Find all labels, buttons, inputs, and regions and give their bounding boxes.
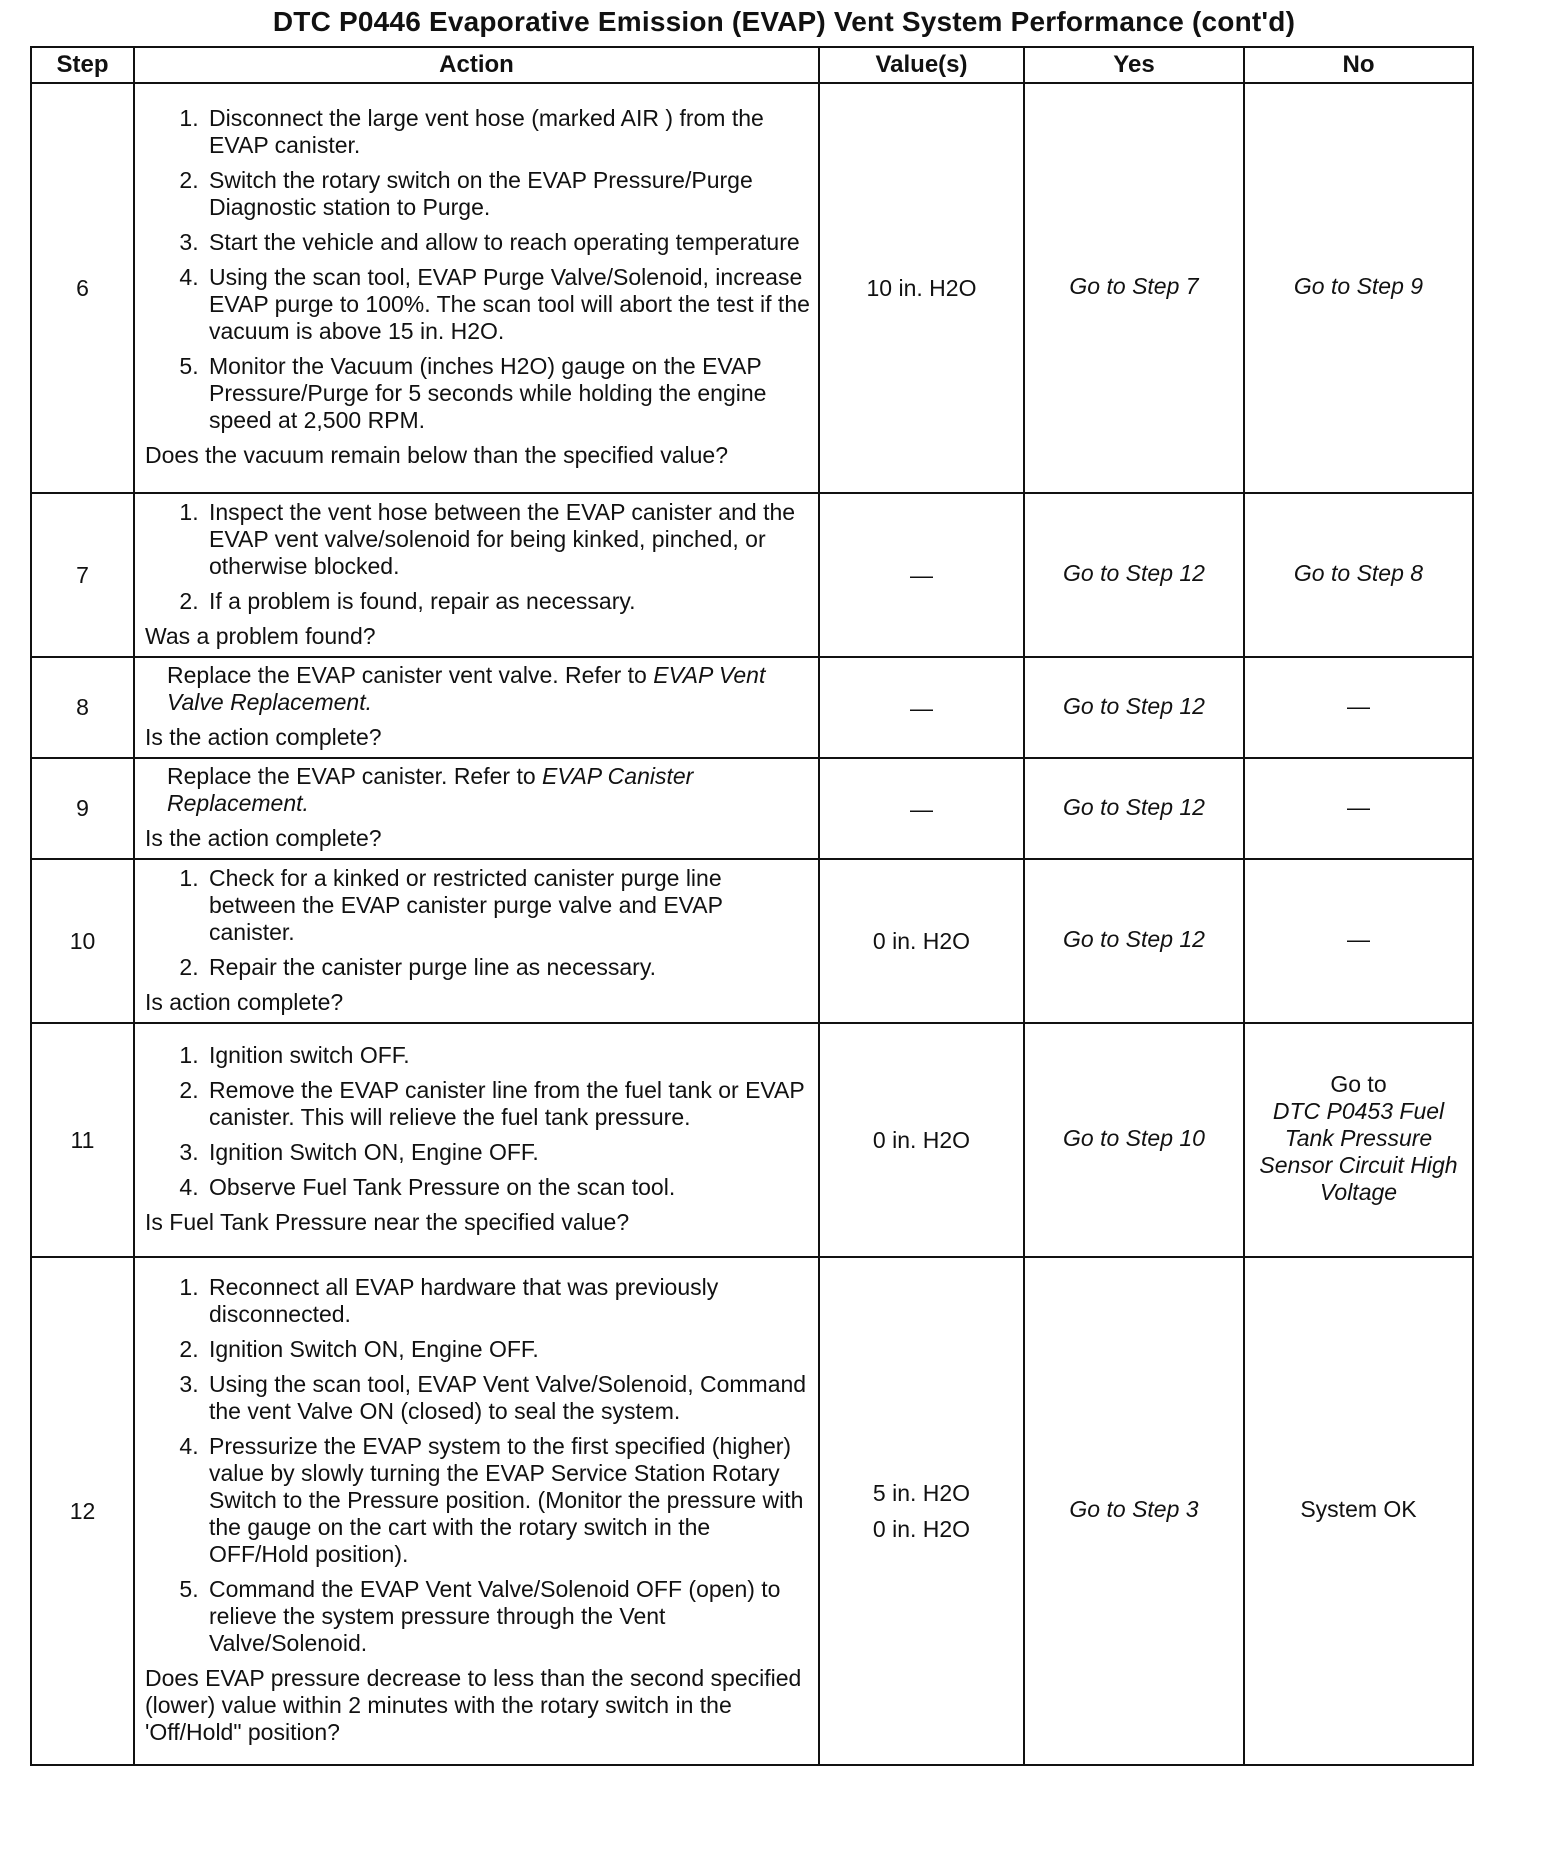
header-row xyxy=(31,47,1473,83)
no-cell: Go to Step 8 xyxy=(1244,493,1473,657)
yes-cell: Go to Step 7 xyxy=(1024,83,1244,493)
action-list xyxy=(145,499,810,615)
list-item: 2. If a problem is found, repair as necessary. xyxy=(205,588,810,615)
header-action: Action xyxy=(134,47,819,83)
list-item: 3. Start the vehicle and allow to reach operating temperature xyxy=(205,229,810,256)
no-cell: System OK xyxy=(1244,1257,1473,1765)
header-no: No xyxy=(1244,47,1473,83)
question-text: Is Fuel Tank Pressure near the specified value? xyxy=(145,1209,630,1235)
list-item: 4. Pressurize the EVAP system to the first specified (higher) value by slowly turning the EVAP Service Station Rotary Switch to the Pressure position. (Monitor the pressure with the gauge on the cart with the rotary switch in the OFF/Hold position). xyxy=(205,1433,810,1568)
instruction-lead: Replace the EVAP canister. Refer to xyxy=(167,763,536,789)
action-list xyxy=(145,1274,810,1657)
value-cell: 10 in. H2O xyxy=(819,83,1024,493)
step-number: 8 xyxy=(31,657,134,758)
page-title: DTC P0446 Evaporative Emission (EVAP) Vent System Performance (cont'd) xyxy=(272,6,1296,37)
value-second: 0 in. H2O xyxy=(872,1516,971,1542)
list-item: 1. Ignition switch OFF. xyxy=(205,1042,810,1069)
instruction-text xyxy=(145,662,810,716)
list-item: 2. Remove the EVAP canister line from the fuel tank or EVAP canister. This will relieve the fuel tank pressure. xyxy=(205,1077,810,1131)
value-cell xyxy=(819,1257,1024,1765)
header-value: Value(s) xyxy=(819,47,1024,83)
table-row xyxy=(31,1257,1473,1765)
step-number: 12 xyxy=(31,1257,134,1765)
question-text: Does the vacuum remain below than the specified value? xyxy=(145,442,729,468)
action-cell xyxy=(134,83,819,493)
value-cell: — xyxy=(819,758,1024,859)
reference-link: EVAP Vent Valve Replacement. xyxy=(167,662,766,715)
list-item: 1. Check for a kinked or restricted canister purge line between the EVAP canister purge valve and EVAP canister. xyxy=(205,865,810,946)
diagnostic-table xyxy=(30,46,1474,1766)
no-cell xyxy=(1244,1023,1473,1257)
list-item: 1. Disconnect the large vent hose (marked AIR ) from the EVAP canister. xyxy=(205,105,810,159)
header-step: Step xyxy=(31,47,134,83)
instruction-text xyxy=(145,763,810,817)
no-cell: Go to Step 9 xyxy=(1244,83,1473,493)
yes-cell: Go to Step 12 xyxy=(1024,493,1244,657)
reference-link: EVAP Canister Replacement. xyxy=(167,763,694,816)
step-number: 9 xyxy=(31,758,134,859)
table-row xyxy=(31,758,1473,859)
list-item: 2. Repair the canister purge line as necessary. xyxy=(205,954,810,981)
action-cell xyxy=(134,758,819,859)
value-cell: 0 in. H2O xyxy=(819,1023,1024,1257)
list-item: 3. Ignition Switch ON, Engine OFF. xyxy=(205,1139,810,1166)
question-text: Does EVAP pressure decrease to less than the second specified (lower) value within 2 minutes with the rotary switch in the 'Off/Hold" position? xyxy=(145,1665,802,1745)
table-row xyxy=(31,859,1473,1023)
no-cell: — xyxy=(1244,859,1473,1023)
no-cell: — xyxy=(1244,758,1473,859)
step-number: 11 xyxy=(31,1023,134,1257)
list-item: 4. Using the scan tool, EVAP Purge Valve/Solenoid, increase EVAP purge to 100%. The scan tool will abort the test if the vacuum is above 15 in. H2O. xyxy=(205,264,810,345)
action-list xyxy=(145,1042,810,1201)
question-text: Was a problem found? xyxy=(145,622,376,649)
action-list xyxy=(145,865,810,981)
yes-cell: Go to Step 12 xyxy=(1024,859,1244,1023)
question-text: Is the action complete? xyxy=(145,724,382,750)
action-cell xyxy=(134,493,819,657)
dtc-reference: DTC P0453 Fuel Tank Pressure Sensor Circuit High Voltage xyxy=(1259,1098,1458,1205)
step-number: 6 xyxy=(31,83,134,493)
table-row xyxy=(31,493,1473,657)
action-list xyxy=(145,105,810,434)
list-item: 4. Observe Fuel Tank Pressure on the scan tool. xyxy=(205,1174,810,1201)
action-cell xyxy=(134,657,819,758)
action-cell xyxy=(134,1257,819,1765)
list-item: 2. Switch the rotary switch on the EVAP Pressure/Purge Diagnostic station to Purge. xyxy=(205,167,810,221)
list-item: 1. Inspect the vent hose between the EVAP canister and the EVAP vent valve/solenoid for being kinked, pinched, or otherwise blocked. xyxy=(205,499,810,580)
table-row xyxy=(31,83,1473,493)
yes-cell: Go to Step 10 xyxy=(1024,1023,1244,1257)
yes-cell: Go to Step 12 xyxy=(1024,657,1244,758)
value-cell: — xyxy=(819,493,1024,657)
value-cell: 0 in. H2O xyxy=(819,859,1024,1023)
yes-cell: Go to Step 12 xyxy=(1024,758,1244,859)
question-text: Is action complete? xyxy=(145,988,344,1015)
header-yes: Yes xyxy=(1024,47,1244,83)
value-first: 5 in. H2O xyxy=(872,1480,971,1506)
step-number: 10 xyxy=(31,859,134,1023)
table-row xyxy=(31,657,1473,758)
table-row xyxy=(31,1023,1473,1257)
list-item: 5. Monitor the Vacuum (inches H2O) gauge on the EVAP Pressure/Purge for 5 seconds while holding the engine speed at 2,500 RPM. xyxy=(205,353,810,434)
no-cell: — xyxy=(1244,657,1473,758)
no-goto-text: Go to xyxy=(1330,1071,1387,1097)
question-text: Is the action complete? xyxy=(145,825,382,851)
value-cell: — xyxy=(819,657,1024,758)
list-item: 3. Using the scan tool, EVAP Vent Valve/Solenoid, Command the vent Valve ON (closed) to seal the system. xyxy=(205,1371,810,1425)
yes-cell: Go to Step 3 xyxy=(1024,1257,1244,1765)
list-item: 5. Command the EVAP Vent Valve/Solenoid OFF (open) to relieve the system pressure through the Vent Valve/Solenoid. xyxy=(205,1576,810,1657)
action-cell xyxy=(134,1023,819,1257)
action-cell xyxy=(134,859,819,1023)
instruction-lead: Replace the EVAP canister vent valve. Refer to xyxy=(167,662,647,688)
list-item: 2. Ignition Switch ON, Engine OFF. xyxy=(205,1336,810,1363)
step-number: 7 xyxy=(31,493,134,657)
list-item: 1. Reconnect all EVAP hardware that was previously disconnected. xyxy=(205,1274,810,1328)
